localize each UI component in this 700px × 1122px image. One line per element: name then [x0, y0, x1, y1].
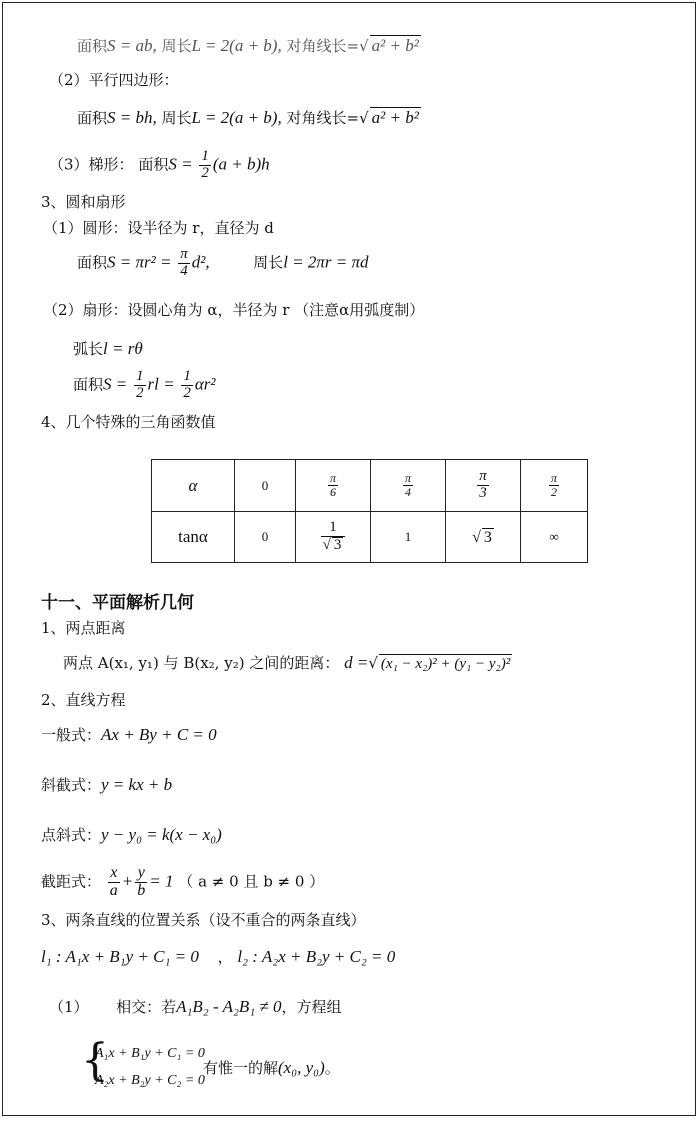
line-eq-heading: 2、直线方程 — [41, 691, 126, 709]
angle-den: 2 — [550, 485, 557, 499]
parallelogram-heading: （2）平行四边形： — [49, 71, 179, 89]
rect-diagonal-label: 对角线长= — [286, 37, 360, 55]
trig-cell: 1 — [371, 512, 446, 563]
alpha-symbol: α — [188, 475, 198, 495]
system-eq1-text: A₁x + B₁y + C₁ = 0 — [95, 1046, 205, 1061]
tan-den: 3 — [333, 537, 342, 553]
rect-perimeter-formula: L = 2(a + b), — [191, 36, 282, 55]
distance-lhs: d = — [344, 653, 369, 672]
circle-formula-line — [77, 247, 369, 280]
circle-area-lhs: S = πr² = — [107, 252, 172, 272]
rect-perimeter-label: 周长 — [161, 37, 192, 55]
angle-den: 6 — [329, 485, 336, 499]
para-perimeter-formula: L = 2(a + b), — [191, 108, 282, 127]
line-l2-equation: l₂ : A₂x + B₂y + C₂ = 0 — [237, 947, 396, 966]
distance-rhs: (x₁ − x₂)² + (y₁ − y₂)² — [380, 656, 511, 672]
distance-text: 两点 A(x₁, y₁) 与 B(x₂, y₂) 之间的距离： — [63, 654, 340, 672]
sector-area-line — [73, 369, 216, 402]
intercept-frac-x — [108, 865, 120, 900]
trig-cell — [371, 460, 446, 512]
trig-cell: 0 — [235, 512, 296, 563]
intersect-line — [49, 997, 342, 1017]
trig-section-heading: 4、几个特殊的三角函数值 — [41, 413, 216, 431]
para-area-formula: S = bh, — [107, 108, 157, 127]
trapezoid-area-label: 面积 — [138, 155, 169, 174]
intercept-a: a — [109, 881, 118, 899]
rect-diagonal-formula: a² + b² — [371, 36, 419, 55]
slope-form-line — [41, 775, 172, 795]
trapezoid-area-lhs: S = — [168, 154, 193, 174]
intercept-y: y — [135, 865, 147, 883]
circle-area-rhs: d², — [191, 252, 210, 272]
system-eq2 — [95, 1073, 205, 1090]
sector-fraction-1 — [134, 369, 146, 402]
circle-area-label: 面积 — [77, 253, 108, 272]
circle-section-heading: 3、圆和扇形 — [41, 193, 126, 211]
sector-area-lhs: S = — [103, 374, 128, 394]
trig-cell — [446, 460, 521, 512]
para-diagonal-label: 对角线长= — [286, 109, 360, 127]
relation-heading: 3、两条直线的位置关系（设不重合的两条直线） — [41, 911, 366, 929]
trig-row2-head — [152, 512, 235, 563]
general-form-line — [41, 725, 217, 745]
arc-length-formula: l = rθ — [103, 339, 143, 358]
system-brace: { — [81, 1035, 109, 1086]
tan-sqrt3: 3 — [483, 528, 492, 546]
trig-row-tan — [152, 512, 588, 563]
intersect-condition: A₁B₂ - A₂B₁ ≠ 0 — [176, 997, 282, 1016]
system-tail-text: 有惟一的解 — [203, 1059, 279, 1077]
parallelogram-formula-line: 面积S = bh, 周长L = 2(a + b), 对角线长=√ a² + b² — [77, 108, 419, 127]
intercept-plus: + — [121, 871, 134, 891]
trapezoid-line — [49, 149, 270, 182]
circle-heading: （1）圆形：设半径为 r，直径为 d — [43, 219, 274, 237]
trig-cell: ∞ — [521, 512, 588, 563]
intercept-form-line — [41, 865, 324, 900]
sector-area-label: 面积 — [73, 375, 104, 394]
general-form-formula: Ax + By + C = 0 — [101, 725, 217, 744]
trig-cell — [296, 460, 371, 512]
trapezoid-frac-num: 1 — [201, 148, 209, 164]
slope-form-formula: y = kx + b — [101, 775, 173, 794]
para-area-label: 面积 — [77, 109, 108, 127]
rect-area-label: 面积 — [77, 37, 108, 55]
circle-frac-num: π — [180, 246, 188, 262]
trig-cell: 0 — [235, 460, 296, 512]
intercept-condition: （ a ≠ 0 且 b ≠ 0 ） — [178, 872, 325, 891]
system-eq2-text: A₂x + B₂y + C₂ = 0 — [95, 1073, 205, 1088]
intercept-rhs: = 1 — [149, 871, 174, 891]
line-l1-equation: l₁ : A₁x + B₁y + C₁ = 0 — [41, 947, 199, 966]
intercept-form-label: 截距式： — [41, 872, 102, 891]
system-solution-line — [203, 1058, 340, 1078]
trapezoid-fraction — [199, 149, 211, 182]
separator-comma: ， — [217, 948, 233, 966]
tan-alpha-label: tanα — [178, 527, 208, 546]
distance-line: 两点 A(x₁, y₁) 与 B(x₂, y₂) 之间的距离： d =√ (x₁ − x₂)² + (y₁ − y₂)² — [63, 653, 511, 672]
trapezoid-frac-den: 2 — [201, 164, 209, 181]
intercept-b: b — [137, 881, 146, 899]
sector-area-rhs: αr² — [194, 374, 216, 394]
arc-length-line — [73, 339, 143, 359]
document-page — [2, 2, 696, 1116]
angle-den: 3 — [479, 485, 487, 501]
two-lines-line — [41, 947, 395, 967]
trapezoid-area-rhs: (a + b)h — [212, 154, 270, 174]
section-title: 十一、平面解析几何 — [41, 593, 194, 613]
tan-num: 1 — [321, 520, 346, 537]
sector-fraction-2 — [181, 369, 193, 402]
point-slope-formula: y − y₀ = k(x − x₀) — [101, 825, 222, 844]
angle-num: π — [404, 471, 411, 486]
trapezoid-heading: （3）梯形： — [49, 155, 134, 174]
intersect-text: 相交：若 — [116, 998, 177, 1016]
trig-row-angle — [152, 460, 588, 512]
arc-length-label: 弧长 — [73, 340, 104, 358]
angle-num: π — [479, 468, 487, 485]
sector-frac1-num: 1 — [136, 368, 144, 384]
intersect-tail: ，方程组 — [281, 998, 342, 1016]
sector-frac2-den: 2 — [183, 384, 191, 401]
sector-heading: （2）扇形：设圆心角为 α，半径为 r （注意α用弧度制） — [43, 301, 425, 319]
general-form-label: 一般式： — [41, 726, 102, 744]
angle-num: π — [329, 471, 336, 486]
circle-perimeter-label: 周长 — [253, 253, 284, 272]
circle-fraction — [178, 247, 190, 280]
sector-area-mid: rl = — [147, 374, 175, 394]
circle-frac-den: 4 — [180, 262, 188, 279]
angle-num: π — [550, 471, 557, 486]
system-eq1 — [95, 1046, 205, 1063]
system-solution: (x₀, y₀) — [278, 1058, 325, 1077]
point-slope-line — [41, 825, 222, 845]
sector-frac1-den: 2 — [136, 384, 144, 401]
rectangle-formula-line: 面积S = ab, 周长L = 2(a + b), 对角线长=√ a² + b² — [77, 36, 419, 55]
trig-row1-head — [152, 460, 235, 512]
angle-den: 4 — [404, 485, 411, 499]
circle-perimeter-formula: l = 2πr = πd — [283, 252, 369, 272]
intercept-x: x — [108, 865, 120, 883]
trig-values-table — [151, 459, 588, 563]
system-period: 。 — [324, 1059, 340, 1077]
para-diagonal-formula: a² + b² — [371, 108, 419, 127]
trig-cell: $\frac{1}{√ 3}$ — [296, 512, 371, 563]
intercept-frac-y — [135, 865, 147, 900]
rect-area-formula: S = ab, — [107, 36, 157, 55]
intersect-number: （1） — [49, 998, 89, 1016]
para-perimeter-label: 周长 — [161, 109, 192, 127]
slope-form-label: 斜截式： — [41, 776, 102, 794]
distance-heading: 1、两点距离 — [41, 619, 126, 637]
trig-cell — [521, 460, 588, 512]
sector-frac2-num: 1 — [183, 368, 191, 384]
point-slope-label: 点斜式： — [41, 826, 102, 844]
trig-cell: √ 3 — [446, 512, 521, 563]
